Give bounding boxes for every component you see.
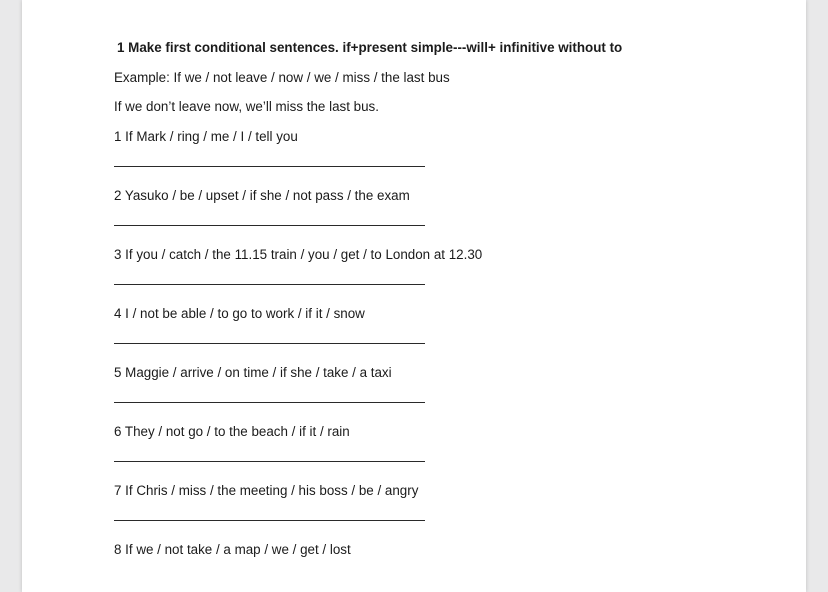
- worksheet-content: [114, 38, 754, 560]
- example-answer: If we don’t leave now, we’ll miss the last bus.: [114, 99, 379, 114]
- exercise-item-5: [114, 363, 754, 403]
- item-prompt: 4 I / not be able / to go to work / if it / snow: [114, 306, 365, 321]
- answer-line[interactable]: [114, 402, 425, 403]
- answer-line[interactable]: [114, 343, 425, 344]
- exercise-heading: 1 Make first conditional sentences. if+present simple---will+ infinitive without to: [117, 40, 623, 55]
- exercise-item-1: [114, 127, 754, 167]
- answer-line[interactable]: [114, 284, 425, 285]
- answer-line[interactable]: [114, 520, 425, 521]
- answer-line[interactable]: [114, 166, 425, 167]
- exercise-item-8: [114, 540, 754, 560]
- item-prompt: 6 They / not go / to the beach / if it / rain: [114, 424, 350, 439]
- item-prompt: 5 Maggie / arrive / on time / if she / take / a taxi: [114, 365, 392, 380]
- item-prompt: 3 If you / catch / the 11.15 train / you / get / to London at 12.30: [114, 247, 483, 262]
- example-prompt: Example: If we / not leave / now / we / miss / the last bus: [114, 70, 450, 85]
- document-page: [22, 0, 806, 592]
- exercise-item-7: [114, 481, 754, 521]
- item-prompt: 7 If Chris / miss / the meeting / his boss / be / angry: [114, 483, 419, 498]
- exercise-item-4: [114, 304, 754, 344]
- item-prompt: 2 Yasuko / be / upset / if she / not pass / the exam: [114, 188, 410, 203]
- answer-line[interactable]: [114, 461, 425, 462]
- answer-line[interactable]: [114, 225, 425, 226]
- exercise-item-2: [114, 186, 754, 226]
- exercise-item-3: [114, 245, 754, 285]
- exercise-item-6: [114, 422, 754, 462]
- item-prompt: 1 If Mark / ring / me / I / tell you: [114, 129, 298, 144]
- item-prompt: 8 If we / not take / a map / we / get / lost: [114, 542, 351, 557]
